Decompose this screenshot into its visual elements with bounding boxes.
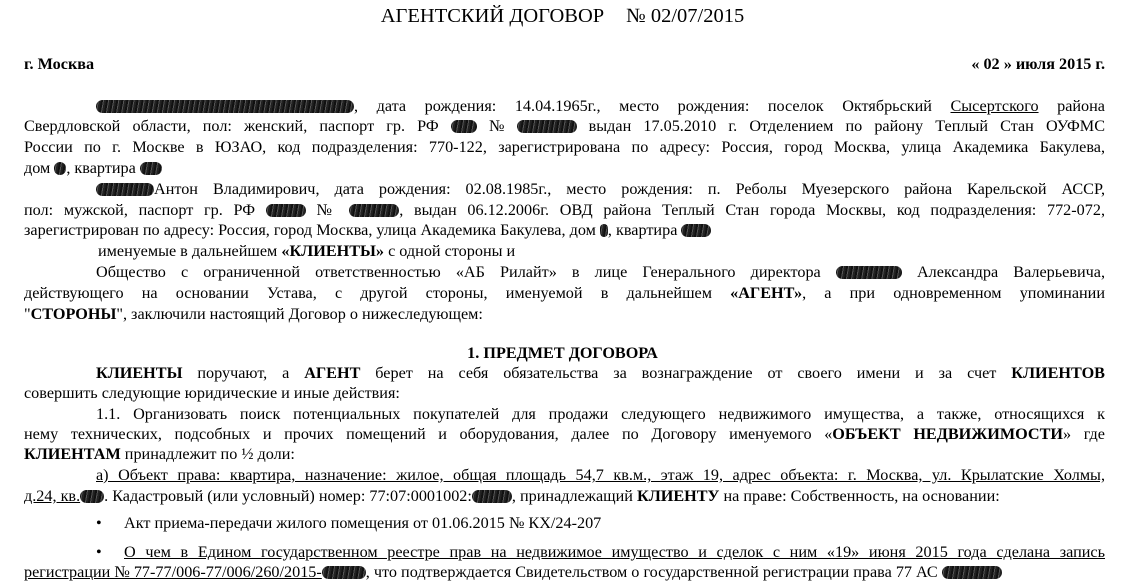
bullet-2-text-cont: регистрации № 77-77/006-77/006/260/2015- , что подтверждается Свидетельством о государственной регистрации права 77 АС bbox=[24, 562, 1002, 582]
object-line1: а) Объект права: квартира, назначение: жилое, общая площадь 54,7 кв.м., этаж 19, адрес объекта: г. Москва, ул. Крылатские Холмы, bbox=[96, 466, 1105, 484]
company-line1: Общество с ограниченной ответственностью «АБ Рилайт» в лице Генерального директора Александра Валерьевича, bbox=[96, 263, 1106, 281]
redaction-certificate bbox=[942, 566, 1002, 579]
redaction-apartment bbox=[140, 162, 162, 175]
party2-line1: Антон Владимирович, дата рождения: 02.08.1985г., место рождения: п. Реболы Муезерского района Карельской АССР, bbox=[24, 179, 1105, 199]
party1-line4: дом , квартира bbox=[24, 158, 162, 178]
bullet-1: • bbox=[96, 514, 102, 532]
named-clients: именуемые в дальнейшем «КЛИЕНТЫ» с одной стороны и bbox=[98, 242, 516, 260]
clause-1-1-line3: КЛИЕНТАМ принадлежит по ½ доли: bbox=[24, 445, 295, 463]
redaction-passport-number bbox=[517, 120, 577, 133]
redaction-apartment-2 bbox=[681, 224, 711, 237]
redaction-passport-series bbox=[451, 120, 477, 133]
document-title bbox=[0, 4, 1125, 28]
bullet-1-text: Акт приема-передачи жилого помещения от 01.06.2015 № КХ/24-207 bbox=[124, 514, 602, 532]
bullet-2: • bbox=[96, 543, 102, 561]
object-line2: д.24, кв. . Кадастровый (или условный) номер: 77:07:0001002: , принадлежащий КЛИЕНТУ на праве: Собственность, на основании: bbox=[24, 487, 1000, 505]
redaction-passport-number-2 bbox=[349, 204, 399, 217]
city: г. Москва bbox=[24, 55, 95, 73]
clause-1-1-line1: 1.1. Организовать поиск потенциальных покупателей для продажи следующего недвижимого имущества, а также, относящихся к bbox=[96, 405, 1105, 423]
redaction-registration bbox=[322, 566, 366, 579]
redaction-house bbox=[54, 162, 66, 175]
party1-line1: , дата рождения: 14.04.1965г., место рождения: поселок Октябрьский Сысертского района bbox=[24, 96, 1105, 116]
section1-heading: 1. ПРЕДМЕТ ДОГОВОРА bbox=[467, 344, 658, 362]
company-line2: действующего на основании Устава, с другой стороны, именуемой в дальнейшем «АГЕНТ», а при одновременном упоминании bbox=[24, 284, 1105, 302]
party1-line2: Свердловской области, пол: женский, паспорт гр. РФ № выдан 17.05.2010 г. Отделением по району Теплый Стан ОУФМС bbox=[24, 117, 1105, 135]
redaction-passport-series-2 bbox=[266, 204, 306, 217]
section1-p1: КЛИЕНТЫ поручают, а АГЕНТ берет на себя обязательства за вознаграждение от своего имени и за счет КЛИЕНТОВ bbox=[96, 364, 1105, 382]
redaction-apt-number bbox=[80, 490, 104, 503]
bullet-2-text: О чем в Едином государственном реестре прав на недвижимое имущество и сделок с ним «19» июня 2015 года сделана запись bbox=[124, 543, 1105, 561]
contract-date: « 02 » июля 2015 г. bbox=[971, 55, 1105, 73]
redaction-director bbox=[836, 266, 902, 279]
section1-p2: совершить следующие юридические и иные действия: bbox=[24, 384, 400, 402]
redaction-house-2 bbox=[600, 224, 608, 237]
redaction-cadastral bbox=[472, 490, 512, 503]
party1-line3: России по г. Москве в ЮЗАО, код подразделения: 770-122, зарегистрирована по адресу: Россия, город Москва, улица Академика Бакулева, bbox=[24, 138, 1105, 156]
company-line3: "СТОРОНЫ", заключили настоящий Договор о нижеследующем: bbox=[24, 305, 483, 323]
party2-line2: пол: мужской, паспорт гр. РФ № , выдан 06.12.2006г. ОВД района Теплый Стан города Москвы, код подразделения: 772-072, bbox=[24, 201, 1105, 219]
title-text: АГЕНТСКИЙ ДОГОВОР bbox=[380, 5, 605, 27]
party2-line3: зарегистрирован по адресу: Россия, город Москва, улица Академика Бакулева, дом , квартира bbox=[24, 220, 711, 240]
redaction-name bbox=[96, 100, 354, 113]
clause-1-1-line2: нему технических, подсобных и прочих помещений и оборудования, далее по Договору именуемого «ОБЪЕКТ НЕДВИЖИМОСТИ» где bbox=[24, 425, 1105, 443]
redaction-surname bbox=[96, 183, 154, 196]
contract-number: № 02/07/2015 bbox=[626, 5, 745, 27]
